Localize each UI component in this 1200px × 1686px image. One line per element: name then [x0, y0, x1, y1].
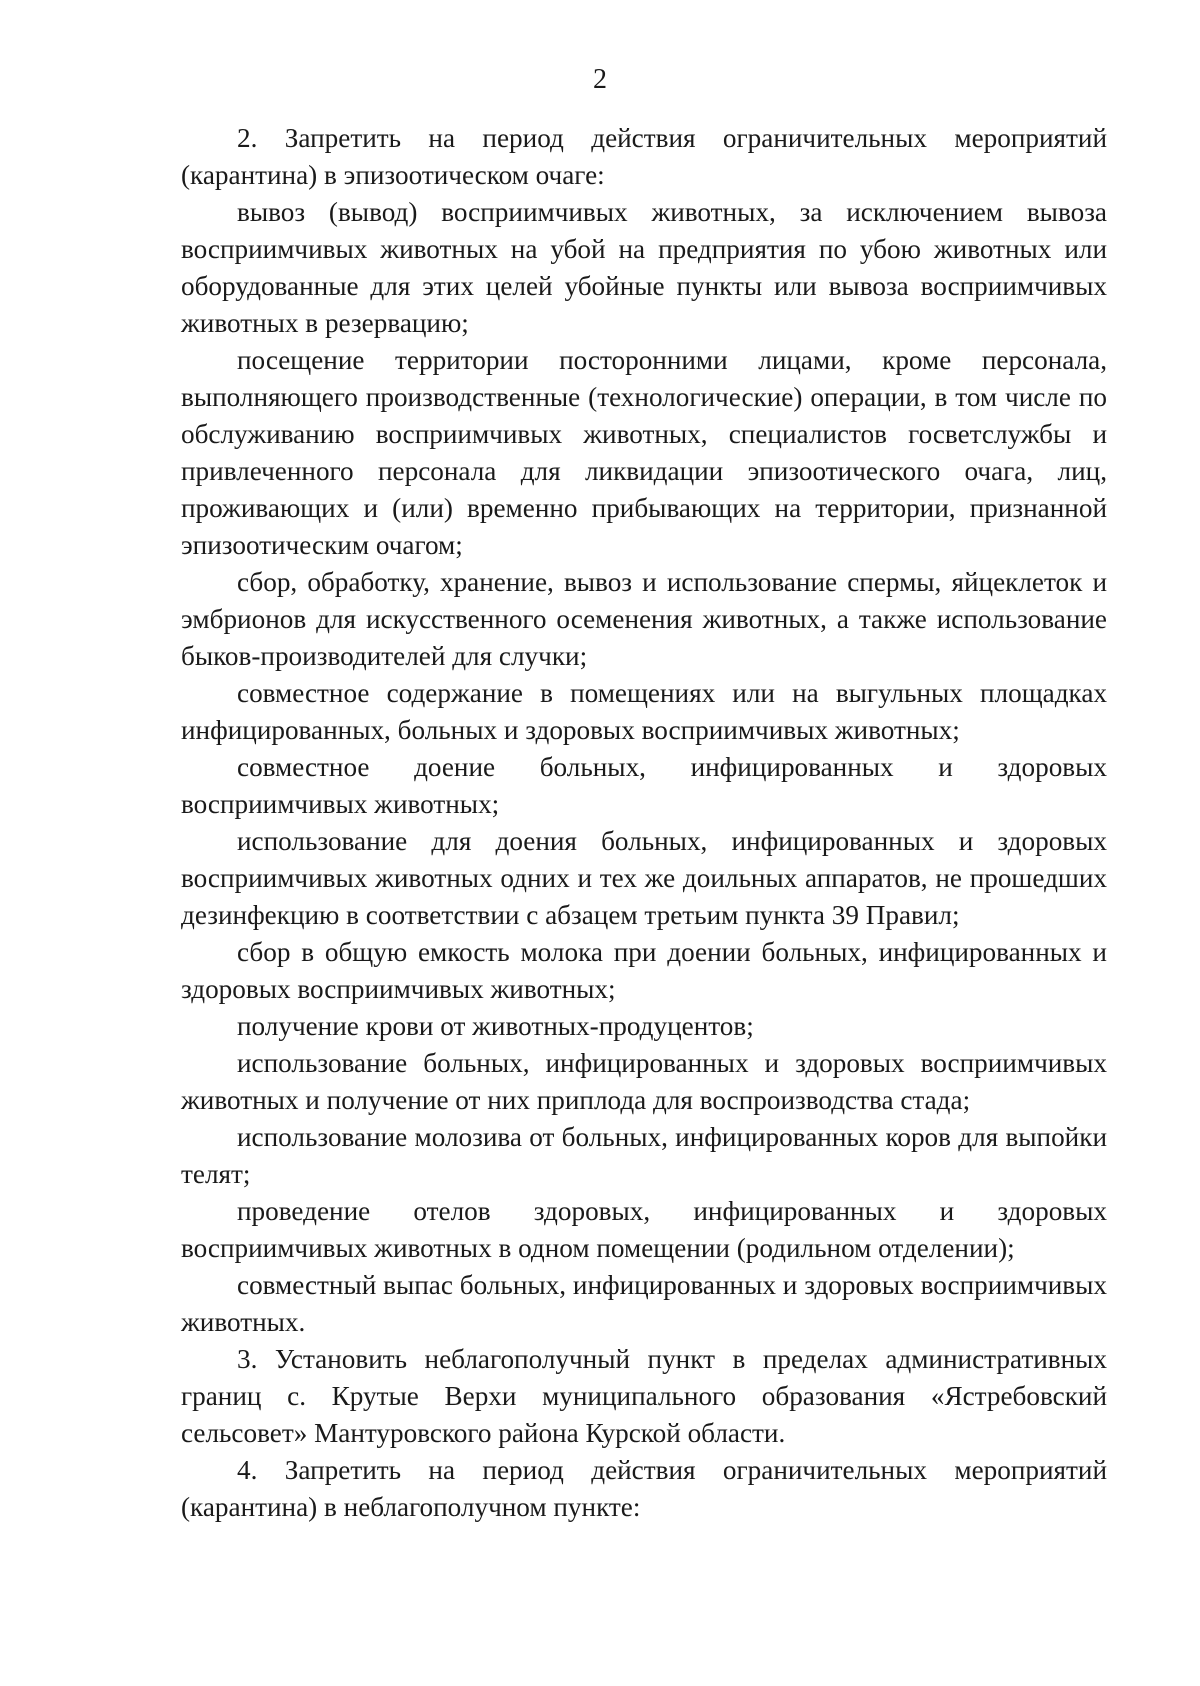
- paragraph-milking-machines: использование для доения больных, инфицированных и здоровых восприимчивых животных одних и тех же доильных аппаратов, не прошедших дезинфекцию в соответствии с абзацем третьим пункта 39 Правил;: [181, 826, 1107, 930]
- paragraph-2-prohibit-outbreak: 2. Запретить на период действия ограничительных мероприятий (карантина) в эпизоотическом очаге:: [181, 123, 1107, 190]
- paragraph-calving: проведение отелов здоровых, инфицированных и здоровых восприимчивых животных в одном помещении (родильном отделении);: [181, 1196, 1107, 1263]
- document-body: [181, 120, 1107, 1526]
- paragraph-colostrum: использование молозива от больных, инфицированных коров для выпойки телят;: [181, 1122, 1107, 1189]
- paragraph-4-prohibit-point: 4. Запретить на период действия ограничительных мероприятий (карантина) в неблагополучном пункте:: [181, 1455, 1107, 1522]
- paragraph-export-animals: вывоз (вывод) восприимчивых животных, за исключением вывоза восприимчивых животных на убой на предприятия по убою животных или оборудованные для этих целей убойные пункты или вывоза восприимчивых животных в резервацию;: [181, 197, 1107, 338]
- paragraph-grazing: совместный выпас больных, инфицированных и здоровых восприимчивых животных.: [181, 1270, 1107, 1337]
- paragraph-visiting-territory: посещение территории посторонними лицами, кроме персонала, выполняющего производственные (технологические) операции, в том числе по обслуживанию восприимчивых животных, специалистов госветслужбы и привлеченного персонала для ликвидации эпизоотического очага, лиц, проживающих и (или) временно прибывающих на территории, признанной эпизоотическим очагом;: [181, 345, 1107, 560]
- page-number: 2: [593, 64, 607, 95]
- paragraph-sperm-embryos: сбор, обработку, хранение, вывоз и использование спермы, яйцеклеток и эмбрионов для искусственного осеменения животных, а также использование быков-производителей для случки;: [181, 567, 1107, 671]
- paragraph-3-unfavorable-point: 3. Установить неблагополучный пункт в пределах административных границ с. Крутые Верхи муниципального образования «Ястребовский сельсовет» Мантуровского района Курской области.: [181, 1344, 1107, 1448]
- paragraph-joint-milking: совместное доение больных, инфицированных и здоровых восприимчивых животных;: [181, 752, 1107, 819]
- paragraph-joint-keeping: совместное содержание в помещениях или на выгульных площадках инфицированных, больных и здоровых восприимчивых животных;: [181, 678, 1107, 745]
- paragraph-blood: получение крови от животных-продуцентов;: [237, 1011, 754, 1041]
- paragraph-offspring: использование больных, инфицированных и здоровых восприимчивых животных и получение от них приплода для воспроизводства стада;: [181, 1048, 1107, 1115]
- paragraph-milk-collection: сбор в общую емкость молока при доении больных, инфицированных и здоровых восприимчивых животных;: [181, 937, 1107, 1004]
